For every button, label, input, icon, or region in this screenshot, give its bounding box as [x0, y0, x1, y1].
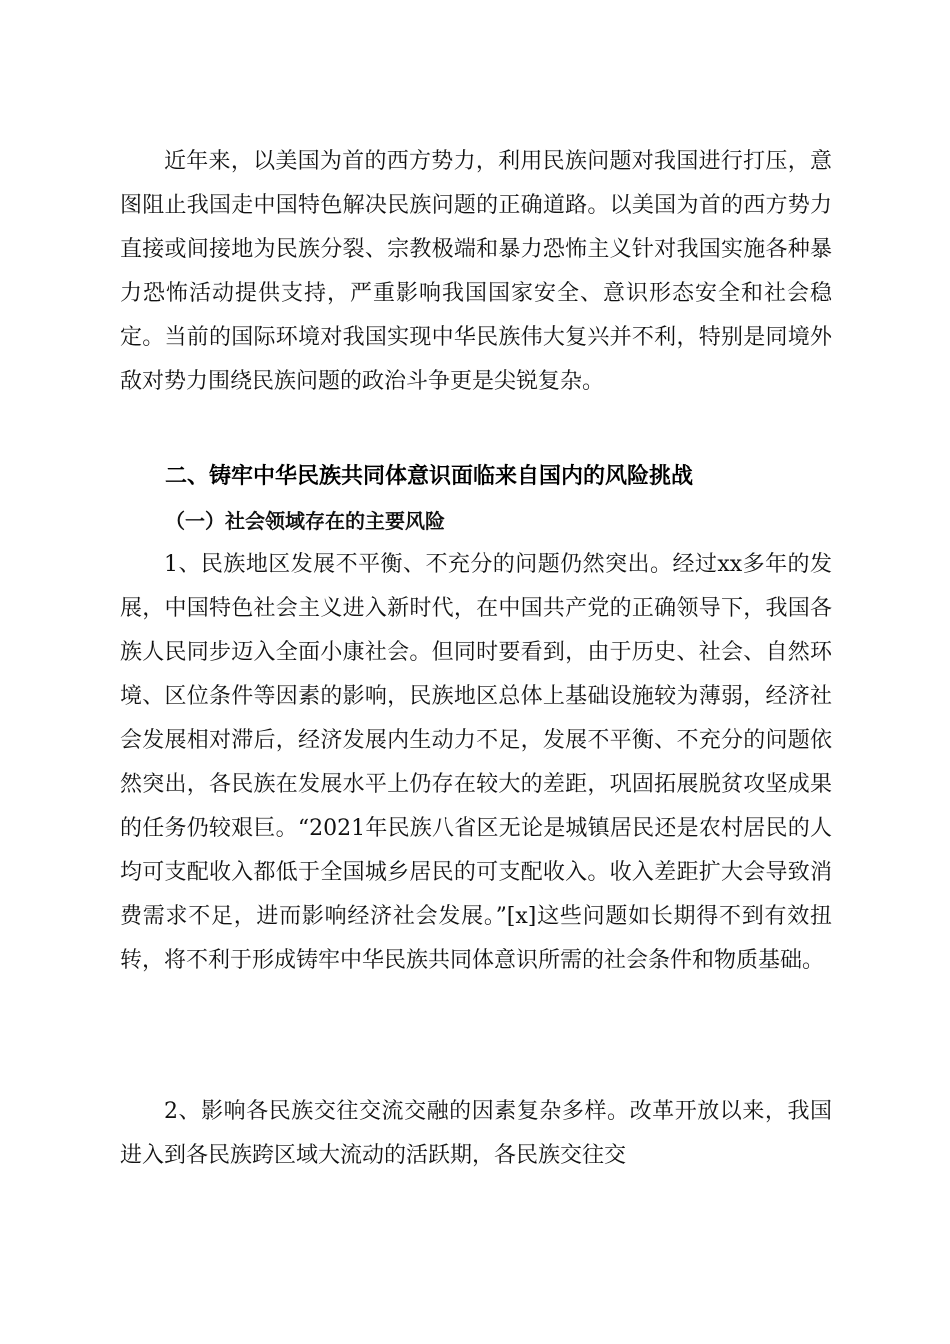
paragraph-intro: 近年来，以美国为首的西方势力，利用民族问题对我国进行打压，意图阻止我国走中国特色解决民族问题的正确道路。以美国为首的西方势力直接或间接地为民族分裂、宗教极端和暴力恐怖主义针对我国实施各种暴力恐怖活动提供支持，严重影响我国国家安全、意识形态安全和社会稳定。当前的国际环境对我国实现中华民族伟大复兴并不利，特别是同境外敌对势力围绕民族问题的政治斗争更是尖锐复杂。	[120, 149, 832, 394]
paragraph-1: 1、民族地区发展不平衡、不充分的问题仍然突出。经过xx多年的发展，中国特色社会主义进入新时代，在中国共产党的正确领导下，我国各族人民同步迈入全面小康社会。但同时要看到，由于历史、社会、自然环境、区位条件等因素的影响，民族地区总体上基础设施较为薄弱，经济社会发展相对滞后，经济发展内生动力不足，发展不平衡、不充分的问题依然突出，各民族在发展水平上仍存在较大的差距，巩固拓展脱贫攻坚成果的任务仍较艰巨。“2021年民族八省区无论是城镇居民还是农村居民的人均可支配收入都低于全国城乡居民的可支配收入。收入差距扩大会导致消费需求不足，进而影响经济社会发展。”[x]这些问题如长期得不到有效扭转，将不利于形成铸牢中华民族共同体意识所需的社会条件和物质基础。	[120, 552, 832, 973]
section-heading: 二、铸牢中华民族共同体意识面临来自国内的风险挑战	[165, 464, 694, 489]
paragraph-2: 2、影响各民族交往交流交融的因素复杂多样。改革开放以来，我国进入到各民族跨区域大流动的活跃期，各民族交往交	[120, 1099, 832, 1168]
subsection-heading: （一）社会领域存在的主要风险	[165, 509, 445, 533]
